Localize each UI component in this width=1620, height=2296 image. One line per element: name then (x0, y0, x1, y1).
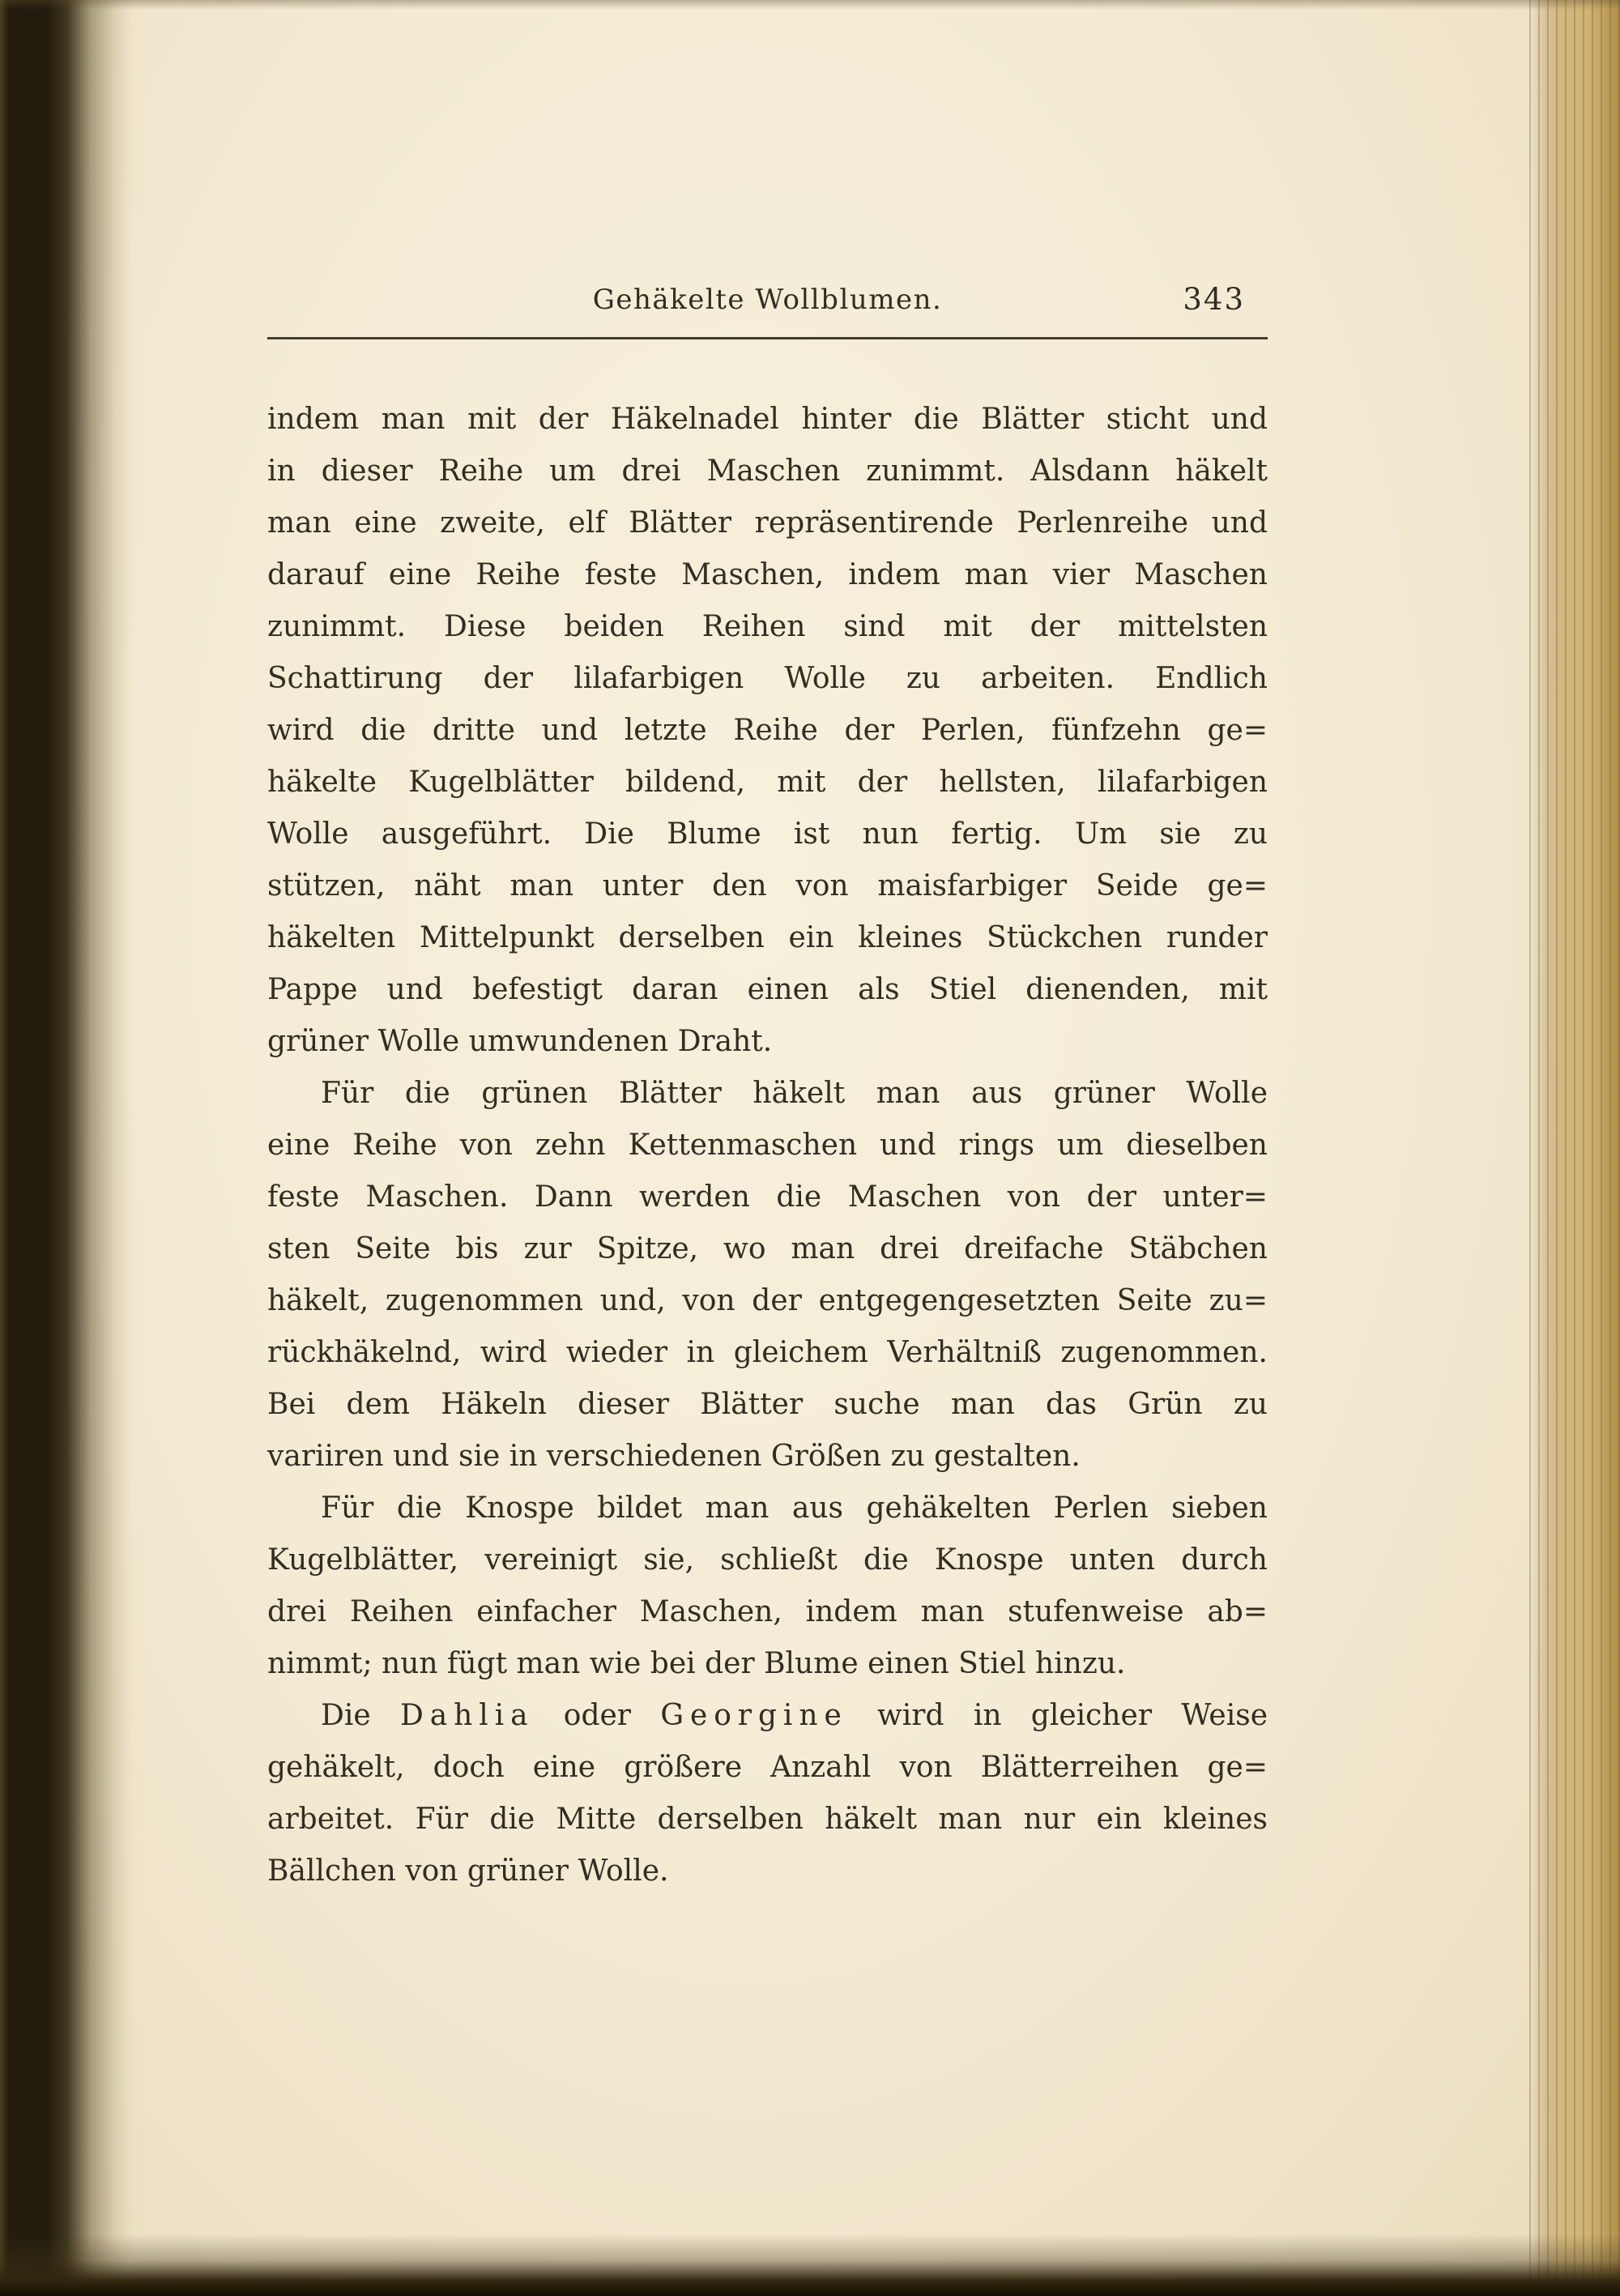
book-binding-gutter (0, 0, 146, 2296)
running-title: Gehäkelte Wollblumen. (592, 284, 943, 316)
paragraph (267, 1068, 1268, 1483)
text-line: darauf eine Reihe feste Maschen, indem man vier Maschen (267, 558, 1268, 591)
page-header (267, 284, 1268, 326)
text-line: rückhäkelnd, wird wieder in gleichem Verhältniß zugenommen. (267, 1336, 1268, 1369)
text-line: indem man mit der Häkelnadel hinter die Blätter sticht und (267, 403, 1268, 436)
text-line: zunimmt. Diese beiden Reihen sind mit der mittelsten (267, 610, 1268, 643)
text-line: wird die dritte und letzte Reihe der Perlen, fünfzehn ge= (267, 714, 1268, 747)
emphasized-word: Dahlia (399, 1699, 535, 1732)
text-line: stützen, näht man unter den von maisfarbiger Seide ge= (267, 869, 1268, 903)
text-line: arbeitet. Für die Mitte derselben häkelt man nur ein kleines (267, 1803, 1268, 1836)
bottom-edge-shadow (0, 2234, 1620, 2296)
text-line: Bällchen von grüner Wolle. (267, 1854, 669, 1888)
text-line: eine Reihe von zehn Kettenmaschen und rings um dieselben (267, 1129, 1268, 1162)
text-line: häkelten Mittelpunkt derselben ein kleines Stückchen runder (267, 921, 1268, 954)
text-line: gehäkelt, doch eine größere Anzahl von Blätterreihen ge= (267, 1751, 1268, 1784)
text-line: sten Seite bis zur Spitze, wo man drei dreifache Stäbchen (267, 1232, 1268, 1265)
text-line: Pappe und befestigt daran einen als Stiel dienenden, mit (267, 973, 1268, 1006)
page-body (267, 394, 1268, 1897)
text-line: drei Reihen einfacher Maschen, indem man stufenweise ab= (267, 1595, 1268, 1628)
text-line: Bei dem Häkeln dieser Blätter suche man das Grün zu (267, 1388, 1268, 1421)
text-line: man eine zweite, elf Blätter repräsentirende Perlenreihe und (267, 506, 1268, 540)
paragraph (267, 1483, 1268, 1690)
text-line: Die Dahlia oder Georgine wird in gleicher Weise (321, 1699, 1268, 1732)
text-line: feste Maschen. Dann werden die Maschen von der unter= (267, 1180, 1268, 1214)
emphasized-word: Georgine (660, 1699, 848, 1732)
text-line: variiren und sie in verschiedenen Größen zu gestalten. (267, 1440, 1081, 1473)
text-line: häkelt, zugenommen und, von der entgegengesetzten Seite zu= (267, 1284, 1268, 1317)
header-rule (267, 337, 1268, 339)
page-edges-stack (1529, 0, 1620, 2296)
paragraph (267, 394, 1268, 1068)
paragraph (267, 1690, 1268, 1897)
text-line: Für die grünen Blätter häkelt man aus grüner Wolle (321, 1077, 1268, 1110)
text-line: grüner Wolle umwundenen Draht. (267, 1025, 773, 1058)
page-number: 343 (1183, 282, 1245, 317)
top-edge-shadow (0, 0, 1620, 10)
text-line: Wolle ausgeführt. Die Blume ist nun fertig. Um sie zu (267, 817, 1268, 851)
text-line: Kugelblätter, vereinigt sie, schließt die Knospe unten durch (267, 1543, 1268, 1577)
text-line: häkelte Kugelblätter bildend, mit der hellsten, lilafarbigen (267, 766, 1268, 799)
text-line: Für die Knospe bildet man aus gehäkelten Perlen sieben (321, 1492, 1268, 1525)
text-line: nimmt; nun fügt man wie bei der Blume einen Stiel hinzu. (267, 1647, 1126, 1680)
text-line: Schattirung der lilafarbigen Wolle zu arbeiten. Endlich (267, 662, 1268, 695)
text-line: in dieser Reihe um drei Maschen zunimmt. Alsdann häkelt (267, 455, 1268, 488)
